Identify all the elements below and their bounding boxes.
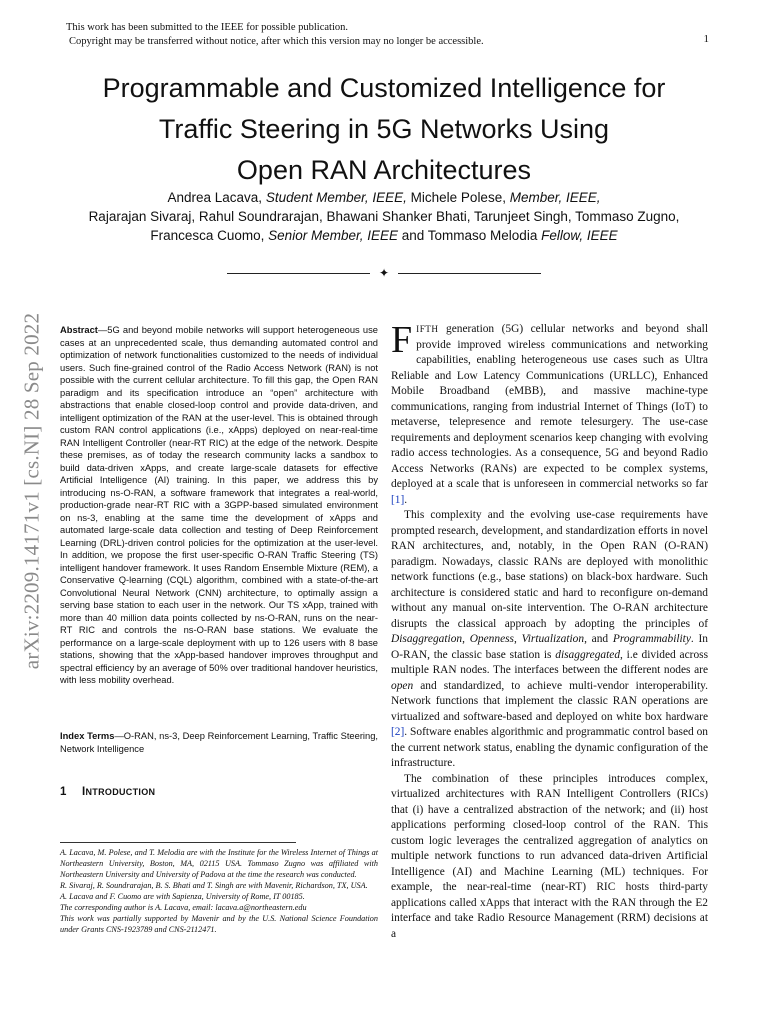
footnote-affiliation-sapienza: A. Lacava and F. Cuomo are with Sapienza, University of Rome, IT 00185. xyxy=(60,892,305,901)
footnote-corresponding-author: The corresponding author is A. Lacava, email: lacava.a@northeastern.edu xyxy=(60,903,307,912)
paper-title xyxy=(40,68,728,191)
arxiv-identifier: arXiv:2209.14171v1 [cs.NI] 28 Sep 2022 xyxy=(19,312,44,669)
author-cuomo-role: Senior Member, IEEE xyxy=(268,228,398,243)
footnote-affiliation-mavenir: R. Sivaraj, R. Soundrarajan, B. S. Bhati and T. Singh are with Mavenir, Richardson, TX, USA. xyxy=(60,881,368,890)
author-line-3 xyxy=(40,226,728,245)
term-virtualization: Virtualization xyxy=(521,633,585,645)
drop-cap: F xyxy=(391,319,413,361)
term-open: open xyxy=(391,679,414,692)
title-separator xyxy=(227,266,541,280)
intro-p2-b: . In O-RAN, the classic base station is xyxy=(391,633,708,661)
index-terms xyxy=(60,730,378,755)
separator-rule-right xyxy=(398,273,541,274)
arxiv-stamp xyxy=(19,283,45,698)
title-line-1: Programmable and Customized Intelligence for xyxy=(102,73,666,103)
term-programmability: Programmability xyxy=(612,633,691,645)
section-heading-introduction xyxy=(60,786,155,798)
page-number: 1 xyxy=(703,33,709,45)
submission-notice xyxy=(66,21,484,49)
footnotes xyxy=(60,847,378,935)
footnote-affiliation-neu: A. Lacava, M. Polese, and T. Melodia are with the Institute for the Wireless Internet of Things at Northeastern University, Boston, MA, 02115 USA. Tommaso Zugno was affiliated with Northeastern University and University of Padova at the time the research was conducted. xyxy=(60,848,378,879)
title-line-3: Open RAN Architectures xyxy=(236,155,532,185)
submission-note: This work has been submitted to the IEEE for possible publication. xyxy=(66,22,348,33)
index-terms-label: Index Terms xyxy=(60,731,115,741)
intro-paragraph-2 xyxy=(391,508,708,772)
index-terms-text: —O-RAN, ns-3, Deep Reinforcement Learning, Traffic Steering, Network Intelligence xyxy=(60,731,378,754)
footnote-rule xyxy=(60,842,296,843)
intro-paragraph-3: The combination of these principles introduces complex, virtualized architectures with RAN Intelligent Controllers (RICs) that (i) have a centralized abstraction of the network; and (ii) host applications performing closed-loop control of the RAN. This custom logic leverages the centralized aggregation of analytics on multiple network functions to run advanced data-driven Artificial Intelligence (AI) and Machine Learning (ML) techniques. For example, the near-real-time (near-RT) RIC hosts third-party applications called xApps that interact with the RAN through the E2 interface and take Radio Resource Management (RRM) decisions at a xyxy=(391,772,708,940)
author-melodia-role: Fellow, IEEE xyxy=(541,228,618,243)
intro-p2-e: . Software enables algorithmic and programmatic control based on the current network status, enabling the dynamic configuration of the infrastructure. xyxy=(391,726,708,769)
intro-p1-end: . xyxy=(404,493,408,506)
author-cuomo: Francesca Cuomo, xyxy=(150,228,265,243)
intro-paragraph-1 xyxy=(391,319,708,508)
term-disaggregated: disaggregated xyxy=(555,648,621,661)
abstract xyxy=(60,324,378,687)
citation-link-1[interactable]: [1] xyxy=(391,493,405,506)
author-lacava: Andrea Lacava, xyxy=(167,190,263,205)
author-list xyxy=(40,188,728,245)
separator-diamond-icon: ✦ xyxy=(378,266,390,280)
intro-smallcaps: IFTH xyxy=(416,324,439,334)
term-disaggregation: Disaggregation xyxy=(391,633,463,645)
author-polese: Michele Polese, xyxy=(410,190,506,205)
intro-p2-c: , i.e divided across multiple RAN nodes. The interfaces between the different nodes are xyxy=(391,648,709,676)
section-title-initial: I xyxy=(82,786,86,798)
separator-rule-left xyxy=(227,273,370,274)
section-title-rest: NTRODUCTION xyxy=(85,787,156,797)
term-openness: Openness xyxy=(469,633,514,645)
section-number: 1 xyxy=(60,786,67,798)
author-polese-role: Member, IEEE, xyxy=(509,190,601,205)
author-lacava-role: Student Member, IEEE, xyxy=(265,190,407,205)
citation-link-2[interactable]: [2] xyxy=(391,726,405,738)
introduction-body xyxy=(391,319,709,942)
intro-p1-text: generation (5G) cellular networks and beyond shall provide improved wireless communications and networking capabilities, enabling heterogeneous use cases such as Ultra Reliable and Low Latency Communications (URLLC), Enhanced Mobile Broadband (eMBB), and massive machine-type communications, ranging from industrial Internet of Things (IoT) to metaverse, telepresence and remote telesurgery. The use-case requirements and deployment scenarios keep changing with evolving radio access technologies. As a consequence, 5G and beyond Radio Access Networks (RANs) are expected to be complex systems, deployed at a scale that is unforeseen in commercial networks so far xyxy=(391,323,708,490)
intro-p2-sep1: , xyxy=(462,633,470,645)
title-line-2: Traffic Steering in 5G Networks Using xyxy=(158,114,610,144)
abstract-text: —5G and beyond mobile networks will support heterogeneous use cases at an unprecedented scale, thus demanding automated control and optimization of network functionalities customized to the needs of individual users. Such fine-grained control of the Radio Access Network (RAN) is not possible with the current cellular architecture. To fill this gap, the Open RAN paradigm and its specification introduce an “open” architecture with abstractions that enable closed-loop control and provide data-driven, and intelligent optimization of the RAN at the user-level. This is obtained through custom RAN control applications (i.e., xApps) deployed on near-real-time RAN Intelligent Controller (near-RT RIC) at the edge of the network. Despite these premises, as of today the research community lacks a sandbox to build data-driven xApps, and create large-scale datasets for effective Artificial Intelligence (AI) training. In this paper, we address this by introducing ns-O-RAN, a software framework that integrates a real-world, production-grade near-RT RIC with a 3GPP-based simulated environment on ns-3, enabling at the same time the development of xApps and automated large-scale data collection and testing of Deep Reinforcement Learning (DRL)-driven control policies for the optimization at the user-level. In addition, we propose the first user-specific O-RAN Traffic Steering (TS) intelligent handover framework. It uses Random Ensemble Mixture (REM), a Conservative Q-learning (CQL) algorithm, combined with a state-of-the-art Convolutional Neural Network (CNN) architecture, to optimally assign a serving base station to each user in the network. Our TS xApp, trained with more than 40 million data points collected by ns-O-RAN, runs on the near-RT RIC and controls the ns-O-RAN base stations. We evaluate the performance on a large-scale deployment with up to 126 users with 8 base stations, showing that the xApp-based handover improves throughput and spectral efficiency by an average of 50% over traditional handover heuristics, with less mobility overhead. xyxy=(60,325,378,685)
abstract-label: Abstract xyxy=(60,325,98,335)
copyright-note: Copyright may be transferred without notice, after which this version may no longer be accessible. xyxy=(69,36,484,47)
intro-p2-d: and standardized, to achieve multi-vendor interoperability. Network functions that implement the classic RAN operations are virtualized and software-based and deployed on white box hardware xyxy=(391,679,708,723)
intro-p2-a: This complexity and the evolving use-case requirements have prompted research, development, and standardization efforts in novel RAN architectures, and, notably, in the Open RAN (O-RAN) paradigm. Nowadays, classic RANs are deployed with monolithic network functions (e.g., base stations) on black-box hardware. Such architecture is considered static and hard to reconfigure on-demand without any manual on-site intervention. The O-RAN architecture disrupts the classical approach by adopting the principles of xyxy=(391,509,708,630)
intro-p2-sep2: , xyxy=(514,633,522,645)
author-line-2: Rajarajan Sivaraj, Rahul Soundrarajan, Bhawani Shanker Bhati, Tarunjeet Singh, Tommaso Zugno, xyxy=(88,209,680,224)
footnote-funding: This work was partially supported by Mavenir and by the U.S. National Science Foundation under Grants CNS-1923789 and CNS-2112471. xyxy=(60,914,378,934)
author-line-1 xyxy=(40,188,728,207)
author-melodia: and Tommaso Melodia xyxy=(401,228,538,243)
intro-p2-sep3: , and xyxy=(584,633,613,645)
